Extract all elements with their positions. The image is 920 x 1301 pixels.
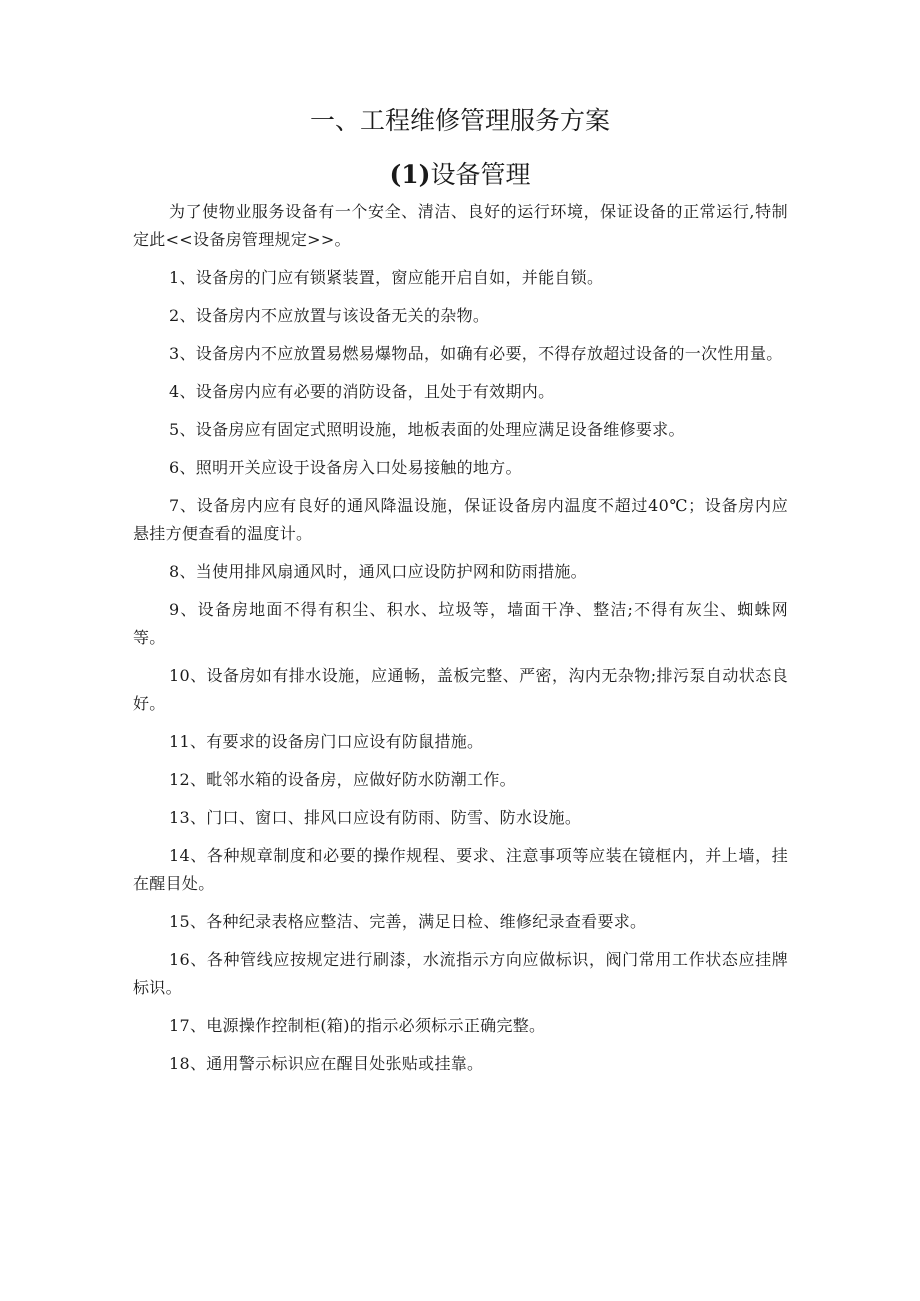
rule-item: 15、各种纪录表格应整洁、完善，满足日检、维修纪录查看要求。 [169, 912, 647, 931]
rule-item: 1、设备房的门应有锁紧装置，窗应能开启自如，并能自锁。 [169, 268, 604, 287]
rule-item: 3、设备房内不应放置易燃易爆物品，如确有必要，不得存放超过设备的一次性用量。 [169, 344, 783, 363]
rule-item: 2、设备房内不应放置与该设备无关的杂物。 [169, 306, 490, 325]
rule-item: 18、通用警示标识应在醒目处张贴或挂靠。 [169, 1054, 484, 1073]
rule-item: 9、设备房地面不得有积尘、积水、垃圾等，墙面干净、整洁;不得有灰尘、蜘蛛网等。 [133, 600, 788, 647]
rule-item: 5、设备房应有固定式照明设施，地板表面的处理应满足设备维修要求。 [169, 420, 685, 439]
section-title: 设备管理 [430, 160, 531, 189]
rule-item: 14、各种规章制度和必要的操作规程、要求、注意事项等应装在镜框内，并上墙，挂在醒目处。 [133, 846, 788, 893]
intro-paragraph: 为了使物业服务设备有一个安全、清洁、良好的运行环境，保证设备的正常运行,特制定此<<设备房管理规定>>。 [133, 202, 788, 249]
rule-item: 4、设备房内应有必要的消防设备，且处于有效期内。 [169, 382, 555, 401]
section-heading [0, 155, 920, 195]
rule-item: 10、设备房如有排水设施，应通畅，盖板完整、严密，沟内无杂物;排污泵自动状态良好。 [133, 666, 788, 713]
rule-item: 11、有要求的设备房门口应设有防鼠措施。 [169, 732, 484, 751]
rule-item: 16、各种管线应按规定进行刷漆，水流指示方向应做标识，阀门常用工作状态应挂牌标识。 [133, 950, 788, 997]
rule-item: 17、电源操作控制柜(箱)的指示必须标示正确完整。 [169, 1016, 546, 1035]
rule-item: 6、照明开关应设于设备房入口处易接触的地方。 [169, 458, 522, 477]
document-title: 一、工程维修管理服务方案 [309, 106, 610, 135]
rule-item: 8、当使用排风扇通风时，通风口应设防护网和防雨措施。 [169, 562, 587, 581]
rule-item: 13、门口、窗口、排风口应设有防雨、防雪、防水设施。 [169, 808, 582, 827]
document-body [133, 198, 788, 1088]
rule-item: 12、毗邻水箱的设备房，应做好防水防潮工作。 [169, 770, 516, 789]
section-number: (1) [389, 160, 431, 189]
rule-item: 7、设备房内应有良好的通风降温设施，保证设备房内温度不超过40℃；设备房内应悬挂方便查看的温度计。 [133, 496, 788, 543]
